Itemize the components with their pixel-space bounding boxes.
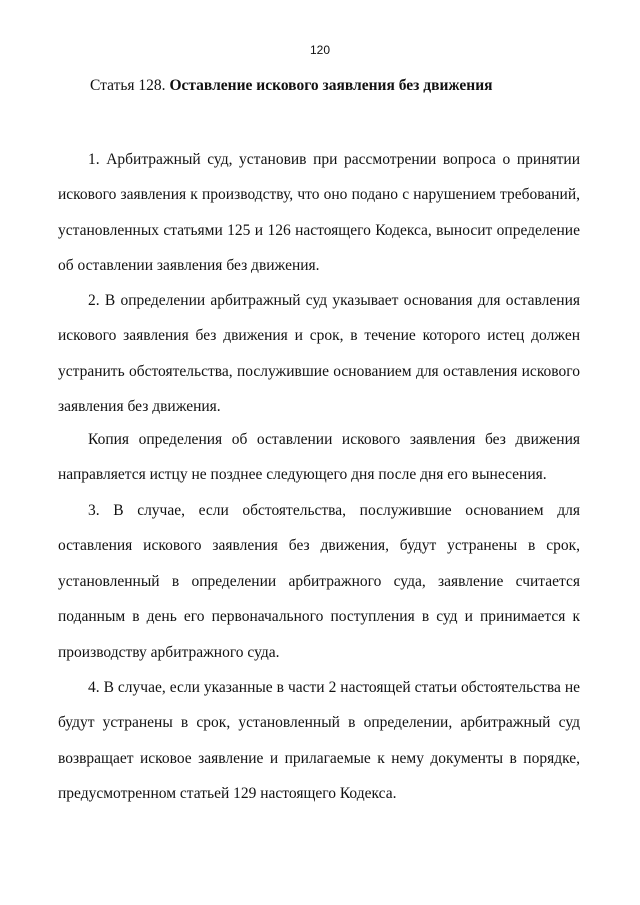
text-line: производству арбитражного суда. <box>58 643 280 661</box>
article-number: Статья 128. <box>90 77 166 94</box>
text-line: 2. В определении арбитражный суд указывает основания для оставления <box>88 292 580 309</box>
paragraph-3 <box>58 493 580 670</box>
article-title: Оставление искового заявления без движения <box>169 77 493 94</box>
paragraph-4 <box>58 670 580 812</box>
text-line: установленных статьями 125 и 126 настоящего Кодекса, выносит определение <box>58 221 580 239</box>
text-line: Копия определения об оставлении искового заявления без движения <box>88 431 580 448</box>
text-line: об оставлении заявления без движения. <box>58 257 320 275</box>
paragraph-1 <box>58 142 580 284</box>
text-line: будут устранены в срок, установленный в определении, арбитражный суд <box>58 714 580 732</box>
text-line: заявления без движения. <box>58 398 221 416</box>
text-line: искового заявления к производству, что оно подано с нарушением требований, <box>58 186 580 204</box>
text-line: устранить обстоятельства, послужившие основанием для оставления искового <box>58 362 580 380</box>
paragraph-2 <box>58 283 580 425</box>
article-heading <box>90 77 493 95</box>
text-line: 4. В случае, если указанные в части 2 настоящей статьи обстоятельства не <box>88 679 580 696</box>
text-line: установленный в определении арбитражного суда, заявление считается <box>58 572 580 590</box>
text-line: поданным в день его первоначального поступления в суд и принимается к <box>58 608 580 626</box>
text-line: возвращает исковое заявление и прилагаемые к нему документы в порядке, <box>58 749 580 767</box>
page-number: 120 <box>309 43 331 57</box>
text-line: направляется истцу не позднее следующего дня после дня его вынесения. <box>58 466 547 484</box>
text-line: искового заявления без движения и срок, в течение которого истец должен <box>58 327 580 345</box>
paragraph-copy <box>58 422 580 493</box>
text-line: предусмотренном статьей 129 настоящего Кодекса. <box>58 785 397 803</box>
text-line: 1. Арбитражный суд, установив при рассмотрении вопроса о принятии <box>88 151 580 168</box>
text-line: оставления искового заявления без движения, будут устранены в срок, <box>58 537 580 555</box>
text-line: 3. В случае, если обстоятельства, послужившие основанием для <box>88 502 580 519</box>
